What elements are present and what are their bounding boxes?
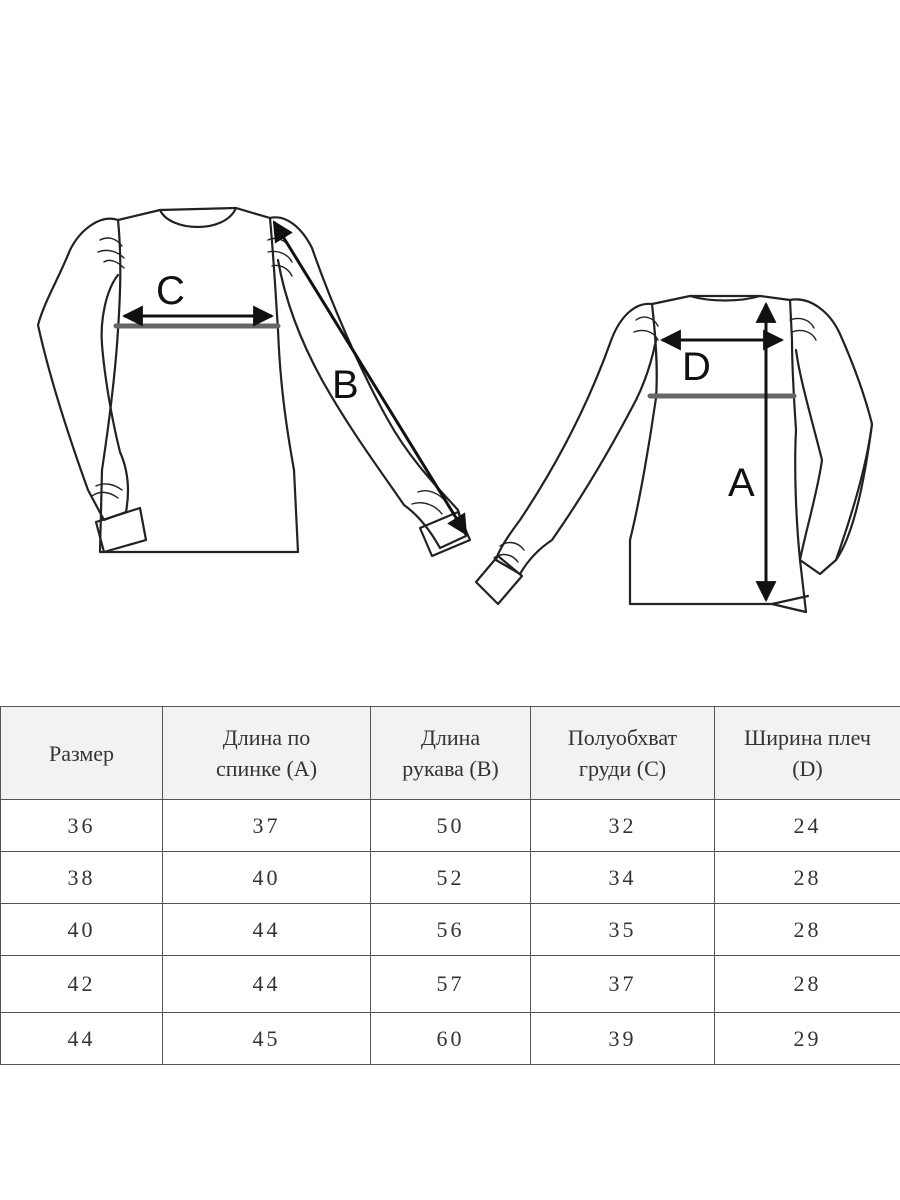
header-chest-half-girth: Полуобхват груди (C) <box>531 707 715 800</box>
table-cell: 40 <box>163 852 371 904</box>
table-row <box>1 1013 900 1065</box>
table-cell: 60 <box>371 1013 531 1065</box>
table-cell: 29 <box>715 1013 900 1065</box>
table-cell: 34 <box>531 852 715 904</box>
table-cell: 24 <box>715 800 900 852</box>
front-body <box>100 208 298 552</box>
chest-width-label: C <box>156 269 185 313</box>
table-cell: 32 <box>531 800 715 852</box>
table-cell: 50 <box>371 800 531 852</box>
table-cell: 40 <box>1 904 163 956</box>
table-cell: 38 <box>1 852 163 904</box>
table-row <box>1 904 900 956</box>
table-cell: 44 <box>163 956 371 1013</box>
header-shoulder-width: Ширина плеч (D) <box>715 707 900 800</box>
table-cell: 52 <box>371 852 531 904</box>
sleeve-length-label: B <box>332 363 359 407</box>
table-cell: 39 <box>531 1013 715 1065</box>
sleeve-length-arrow <box>274 222 466 534</box>
table-cell: 37 <box>531 956 715 1013</box>
size-table-header <box>1 707 900 800</box>
header-back-length: Длина по спинке (A) <box>163 707 371 800</box>
table-cell: 57 <box>371 956 531 1013</box>
front-view <box>38 208 470 556</box>
back-left-cuff <box>476 556 522 604</box>
header-sleeve-length: Длина рукава (B) <box>371 707 531 800</box>
table-cell: 35 <box>531 904 715 956</box>
back-length-label: A <box>728 461 755 505</box>
shoulder-width-label: D <box>682 345 711 389</box>
size-table-body <box>1 800 900 1065</box>
table-cell: 28 <box>715 904 900 956</box>
front-neckline <box>160 208 236 227</box>
table-row <box>1 800 900 852</box>
front-right-cuff <box>420 512 470 556</box>
back-view <box>476 296 872 612</box>
table-row <box>1 852 900 904</box>
table-cell: 36 <box>1 800 163 852</box>
size-table <box>0 706 900 1065</box>
header-size: Размер <box>1 707 163 800</box>
front-left-cuff <box>96 508 146 552</box>
table-cell: 44 <box>1 1013 163 1065</box>
back-right-sleeve <box>790 299 872 574</box>
table-cell: 45 <box>163 1013 371 1065</box>
table-cell: 44 <box>163 904 371 956</box>
table-cell: 28 <box>715 956 900 1013</box>
table-cell: 37 <box>163 800 371 852</box>
front-right-sleeve <box>270 217 466 548</box>
table-cell: 56 <box>371 904 531 956</box>
table-row <box>1 956 900 1013</box>
table-cell: 42 <box>1 956 163 1013</box>
table-cell: 28 <box>715 852 900 904</box>
